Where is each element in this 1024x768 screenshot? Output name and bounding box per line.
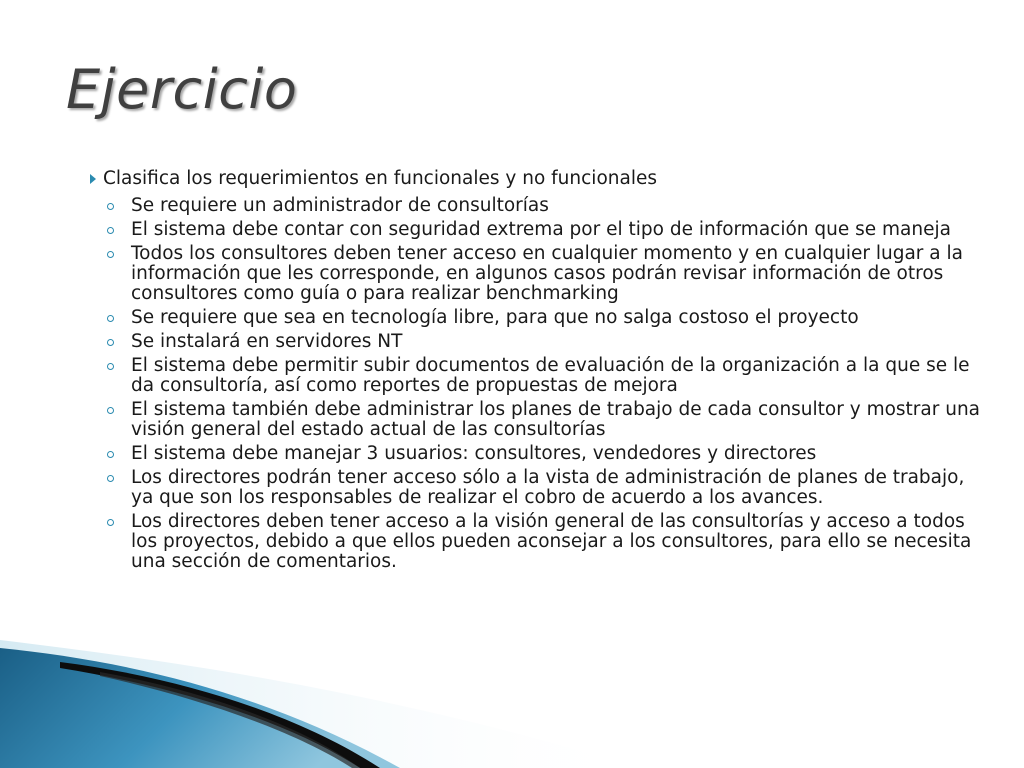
- main-bullet: [100, 166, 980, 192]
- list-item: Todos los consultores deben tener acceso en cualquier momento y en cualquier lugar a la información que les corresponde, en algunos casos podrán revisar información de otros consultores como guía o para realizar benchmarking: [100, 244, 980, 304]
- wave-dark-line-thin: [100, 672, 360, 768]
- wave-dark-line: [60, 662, 380, 768]
- list-item: Los directores podrán tener acceso sólo a la vista de administración de planes de trabajo, ya que son los responsables de realizar el cobro de acuerdo a los avances.: [100, 468, 980, 508]
- circle-bullet-icon: [107, 251, 114, 258]
- wave-blue-band: [0, 648, 400, 768]
- slide-content: [100, 166, 980, 574]
- circle-bullet-icon: [107, 363, 114, 370]
- circle-bullet-icon: [107, 315, 114, 322]
- triangle-bullet-icon: [90, 174, 96, 184]
- main-bullet-text: Clasifica los requerimientos en funcionales y no funcionales: [103, 168, 657, 189]
- circle-bullet-icon: [107, 227, 114, 234]
- circle-bullet-icon: [107, 475, 114, 482]
- circle-bullet-icon: [107, 339, 114, 346]
- list-item: Se requiere que sea en tecnología libre, para que no salga costoso el proyecto: [100, 308, 980, 328]
- list-item: Los directores deben tener acceso a la visión general de las consultorías y acceso a todos los proyectos, debido a que ellos pueden aconsejar a los consultores, para ello se necesita una sección de comentarios.: [100, 512, 980, 572]
- circle-bullet-icon: [107, 407, 114, 414]
- list-item: El sistema debe contar con seguridad extrema por el tipo de información que se maneja: [100, 220, 980, 240]
- wave-light-band: [0, 640, 640, 768]
- circle-bullet-icon: [107, 203, 114, 210]
- list-item: El sistema debe permitir subir documentos de evaluación de la organización a la que se le da consultoría, así como reportes de propuestas de mejora: [100, 356, 980, 396]
- slide-title: Ejercicio: [66, 58, 298, 121]
- list-item: El sistema debe manejar 3 usuarios: consultores, vendedores y directores: [100, 444, 980, 464]
- sub-bullet-list: [100, 196, 980, 572]
- list-item: El sistema también debe administrar los planes de trabajo de cada consultor y mostrar una visión general del estado actual de las consultorías: [100, 400, 980, 440]
- list-item: Se instalará en servidores NT: [100, 332, 980, 352]
- list-item: Se requiere un administrador de consultorías: [100, 196, 980, 216]
- circle-bullet-icon: [107, 451, 114, 458]
- circle-bullet-icon: [107, 519, 114, 526]
